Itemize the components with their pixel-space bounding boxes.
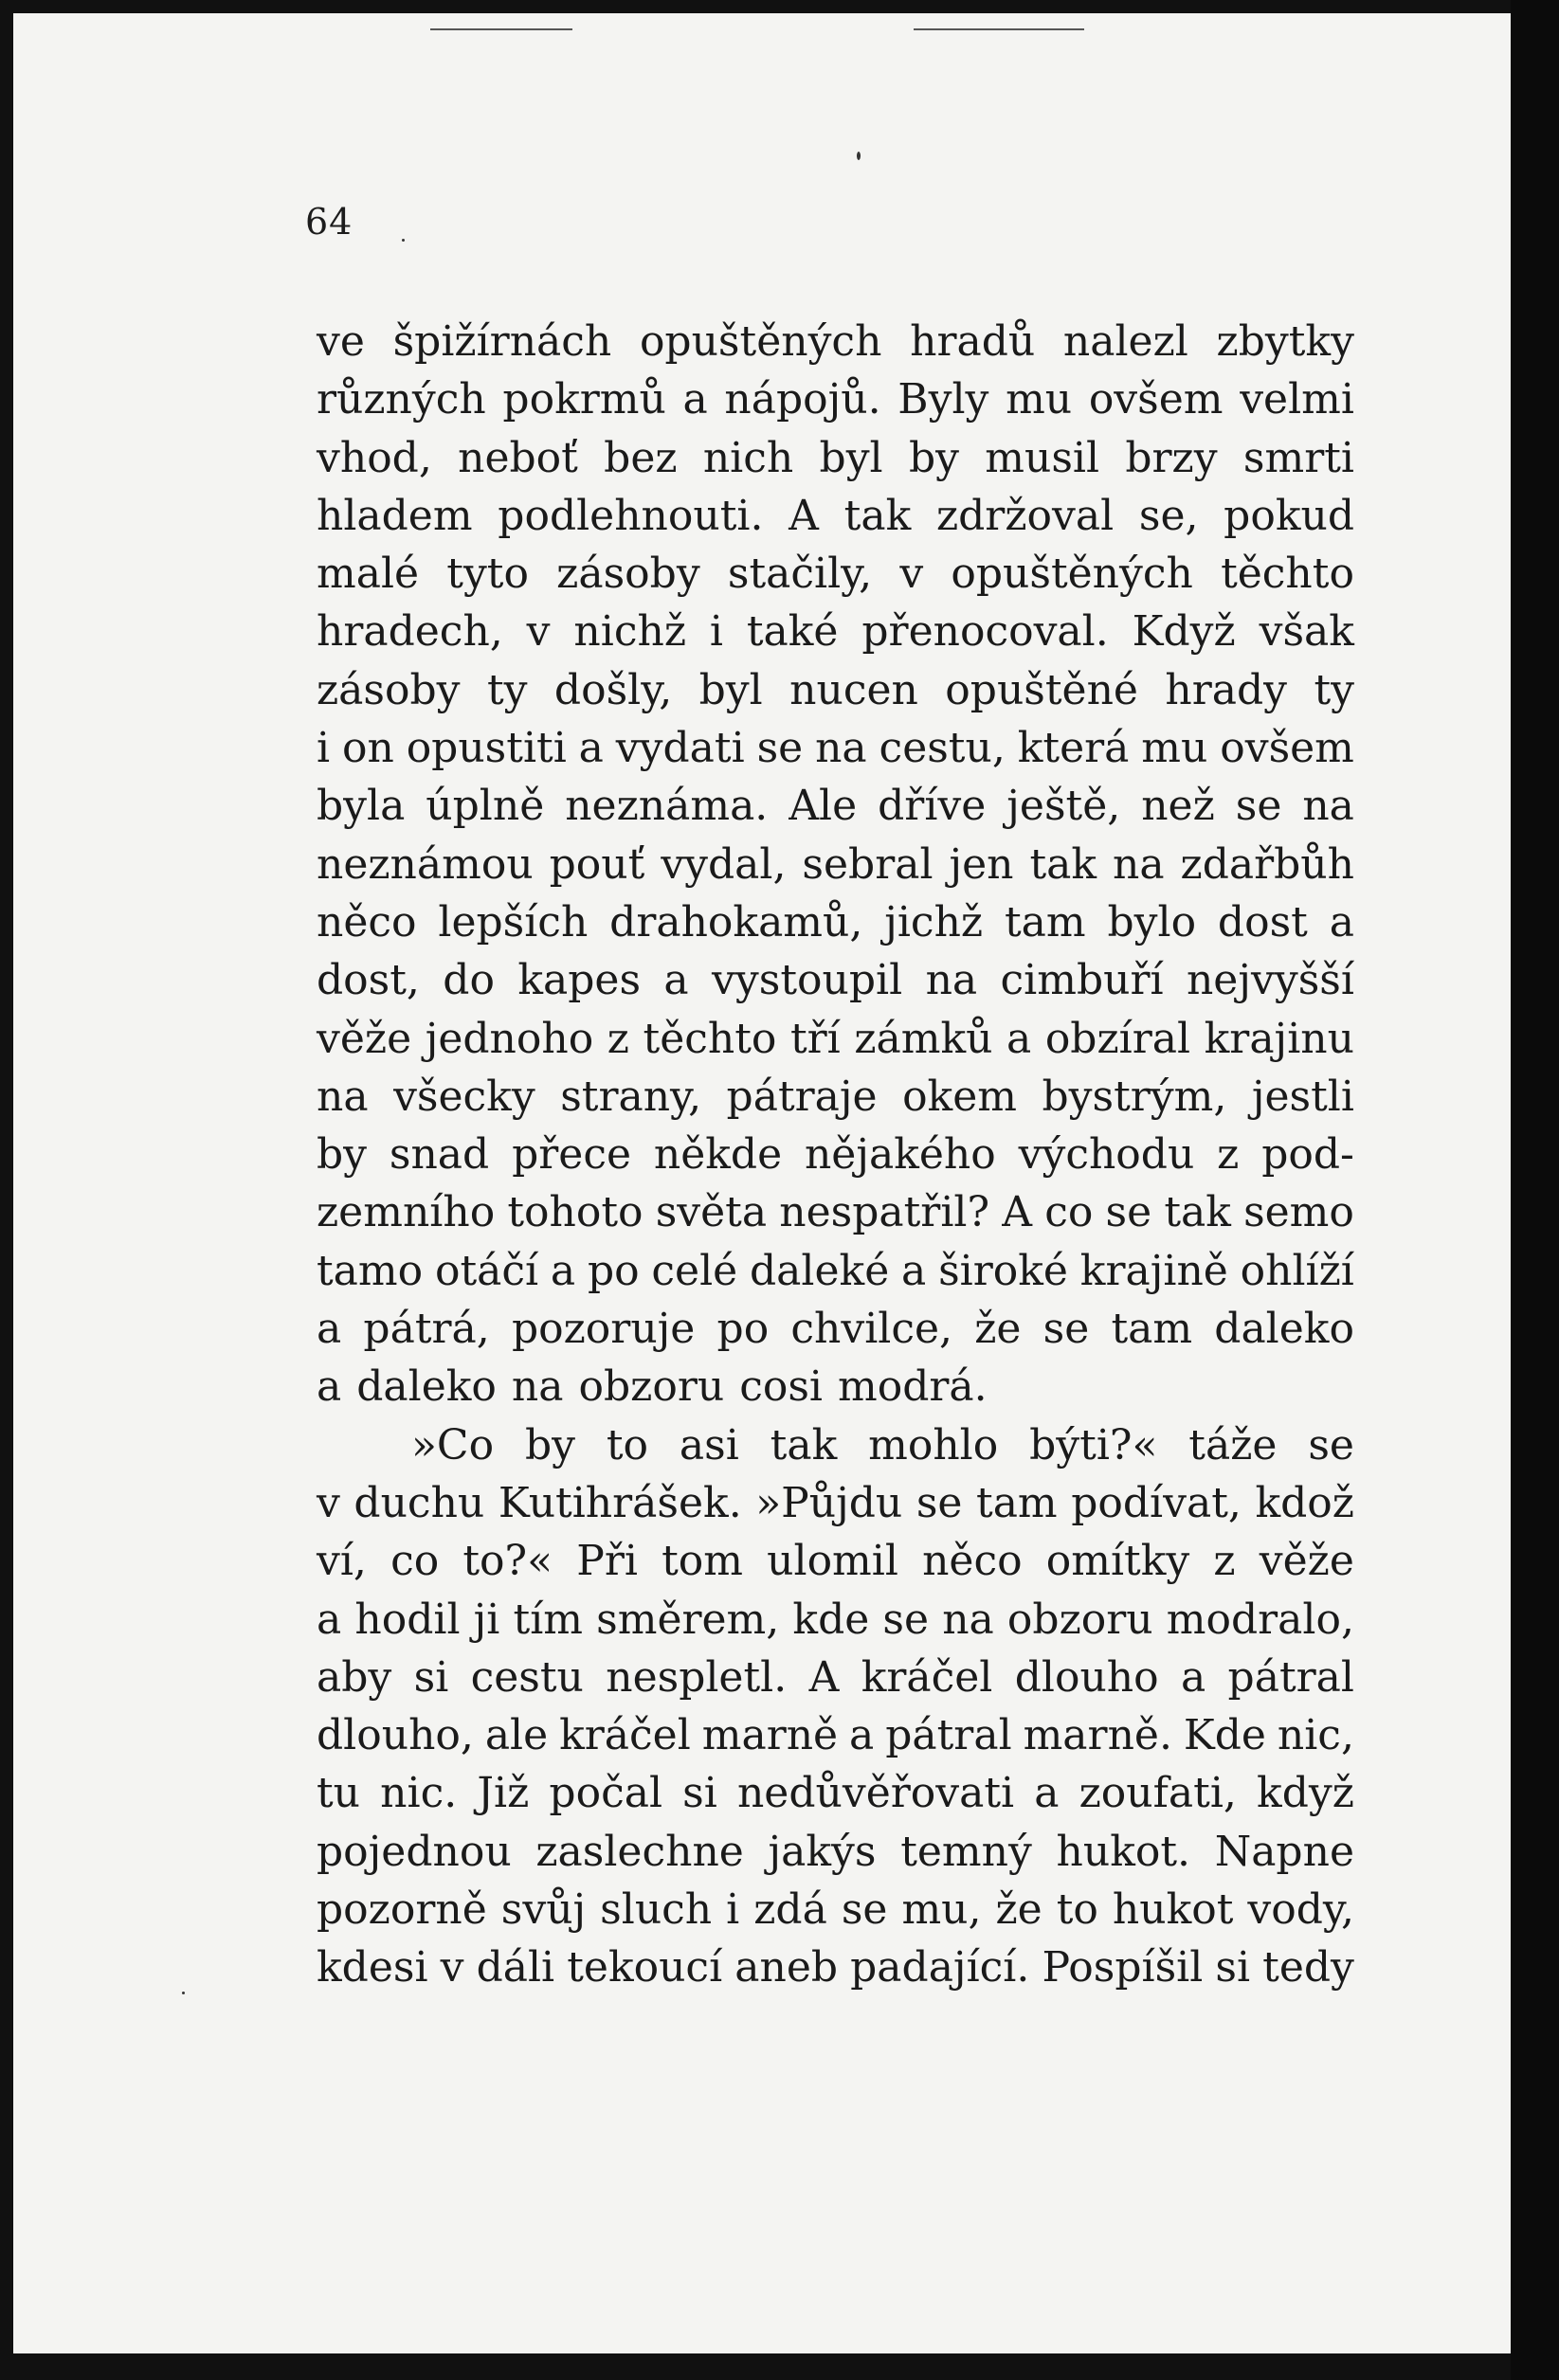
- text-line: dlouho, ale kráčel marně a pátral marně. Kde nic,: [317, 1711, 1354, 1760]
- text-line: ve špižírnách opuštěných hradů nalezl zbytky: [317, 317, 1354, 366]
- text-line: a daleko na obzoru cosi modrá.: [317, 1362, 988, 1412]
- text-line: by snad přece někde nějakého východu z pod-: [317, 1130, 1354, 1180]
- text-line: tu nic. Již počal si nedůvěřovati a zoufati, když: [317, 1769, 1354, 1818]
- book-page: [13, 13, 1511, 2353]
- text-line: zemního tohoto světa nespatřil? A co se tak semo: [317, 1188, 1354, 1237]
- ink-speck: [402, 239, 405, 242]
- text-line: něco lepších drahokamů, jichž tam bylo dost a: [317, 897, 1354, 947]
- text-line: tamo otáčí a po celé daleké a široké krajině ohlíží: [317, 1246, 1354, 1295]
- text-line: i on opustiti a vydati se na cestu, která mu ovšem: [317, 724, 1354, 773]
- text-line: vhod, neboť bez nich byl by musil brzy smrti: [317, 433, 1354, 482]
- text-line: zásoby ty došly, byl nucen opuštěné hrady ty: [317, 665, 1354, 714]
- text-line: ví, co to?« Při tom ulomil něco omítky z věže: [317, 1537, 1354, 1586]
- ink-speck: [857, 152, 861, 160]
- top-edge-mark: [430, 28, 572, 30]
- text-line: »Co by to asi tak mohlo býti?« táže se: [411, 1420, 1354, 1469]
- text-line: malé tyto zásoby stačily, v opuštěných těchto: [317, 550, 1354, 599]
- text-line: neznámou pouť vydal, sebral jen tak na zdařbůh: [317, 839, 1354, 889]
- text-line: dost, do kapes a vystoupil na cimbuří nejvyšší: [317, 956, 1354, 1005]
- text-line: na všecky strany, pátraje okem bystrým, jestli: [317, 1072, 1354, 1121]
- text-line: byla úplně neznáma. Ale dříve ještě, než se na: [317, 782, 1354, 831]
- text-line: pojednou zaslechne jakýs temný hukot. Napne: [317, 1827, 1354, 1876]
- text-line: hradech, v nichž i také přenocoval. Když však: [317, 607, 1354, 657]
- text-line: pozorně svůj sluch i zdá se mu, že to hukot vody,: [317, 1885, 1354, 1935]
- top-edge-mark: [914, 28, 1084, 30]
- page-number: 64: [305, 201, 353, 243]
- text-line: v duchu Kutihrášek. »Půjdu se tam podívat, kdož: [317, 1478, 1354, 1527]
- text-line: různých pokrmů a nápojů. Byly mu ovšem velmi: [317, 375, 1354, 424]
- text-line: věže jednoho z těchto tří zámků a obzíral krajinu: [317, 1014, 1354, 1063]
- scan-edge: [1511, 0, 1559, 2380]
- ink-speck: [182, 1992, 185, 1994]
- text-line: a hodil ji tím směrem, kde se na obzoru modralo,: [317, 1595, 1354, 1644]
- text-line: kdesi v dáli tekoucí aneb padající. Pospíšil si tedy: [317, 1943, 1354, 1992]
- text-line: a pátrá, pozoruje po chvilce, že se tam daleko: [317, 1305, 1354, 1354]
- text-line: aby si cestu nespletl. A kráčel dlouho a pátral: [317, 1652, 1354, 1702]
- text-line: hladem podlehnouti. A tak zdržoval se, pokud: [317, 491, 1354, 540]
- body-text: [317, 313, 1354, 1997]
